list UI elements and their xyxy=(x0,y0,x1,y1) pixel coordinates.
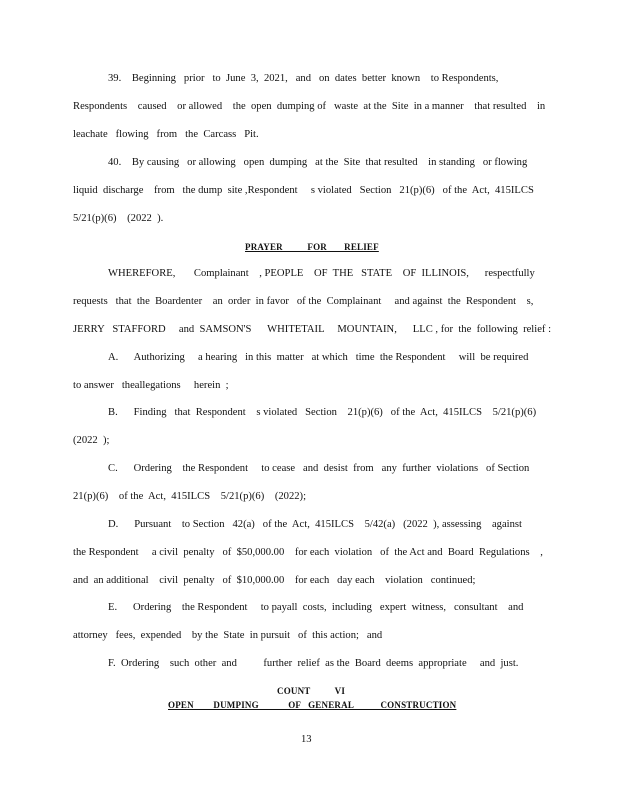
item-d-line-2: the Respondent a civil penalty of $50,000.00 for each violation of the Act and Board Regulations , xyxy=(73,547,543,558)
wherefore-line-2: requests that the Boardenter an order in favor of the Complainant and against the Respondent s, xyxy=(73,296,534,307)
paragraph-40-line-3: 5/21(p)(6) (2022 ). xyxy=(73,213,164,224)
item-d-line-1: D. Pursuant to Section 42(a) of the Act, 415ILCS 5/42(a) (2022 ), assessing against xyxy=(108,519,522,530)
item-a-line-1: A. Authorizing a hearing in this matter at which time the Respondent will be required xyxy=(108,352,529,363)
item-e-line-1: E. Ordering the Respondent to payall costs, including expert witness, consultant and xyxy=(108,602,524,613)
wherefore-line-1: WHEREFORE, Complainant , PEOPLE OF THE STATE OF ILLINOIS, respectfully xyxy=(108,268,535,279)
item-e-line-2: attorney fees, expended by the State in pursuit of this action; and xyxy=(73,630,383,641)
paragraph-39-line-1: 39. Beginning prior to June 3, 2021, and on dates better known to Respondents, xyxy=(108,73,499,84)
prayer-for-relief-heading: PRAYER FOR RELIEF xyxy=(245,242,379,252)
item-c-line-2: 21(p)(6) of the Act, 415ILCS 5/21(p)(6) (2022); xyxy=(73,491,307,502)
item-b-line-1: B. Finding that Respondent s violated Section 21(p)(6) of the Act, 415ILCS 5/21(p)(6) xyxy=(108,407,537,418)
wherefore-line-3: JERRY STAFFORD and SAMSON'S WHITETAIL MOUNTAIN, LLC , for the following relief : xyxy=(73,324,552,335)
item-a-line-2: to answer theallegations herein ; xyxy=(73,380,229,391)
paragraph-39-line-2: Respondents caused or allowed the open dumping of waste at the Site in a manner that resulted in xyxy=(73,101,546,112)
paragraph-40-line-1: 40. By causing or allowing open dumping at the Site that resulted in standing or flowing xyxy=(108,157,528,168)
item-b-line-2: (2022 ); xyxy=(73,435,110,446)
paragraph-40-line-2: liquid discharge from the dump site ,Respondent s violated Section 21(p)(6) of the Act, 415ILCS xyxy=(73,185,534,196)
item-f-line-1: F. Ordering such other and further relief as the Board deems appropriate and just. xyxy=(108,658,519,669)
page-number: 13 xyxy=(301,734,312,745)
item-d-line-3: and an additional civil penalty of $10,000.00 for each day each violation continued; xyxy=(73,575,476,586)
count-vi-heading: COUNT VI xyxy=(277,686,346,696)
count-vi-subheading: OPEN DUMPING OF GENERAL CONSTRUCTION xyxy=(168,700,457,710)
item-c-line-1: C. Ordering the Respondent to cease and desist from any further violations of Section xyxy=(108,463,530,474)
paragraph-39-line-3: leachate flowing from the Carcass Pit. xyxy=(73,129,259,140)
